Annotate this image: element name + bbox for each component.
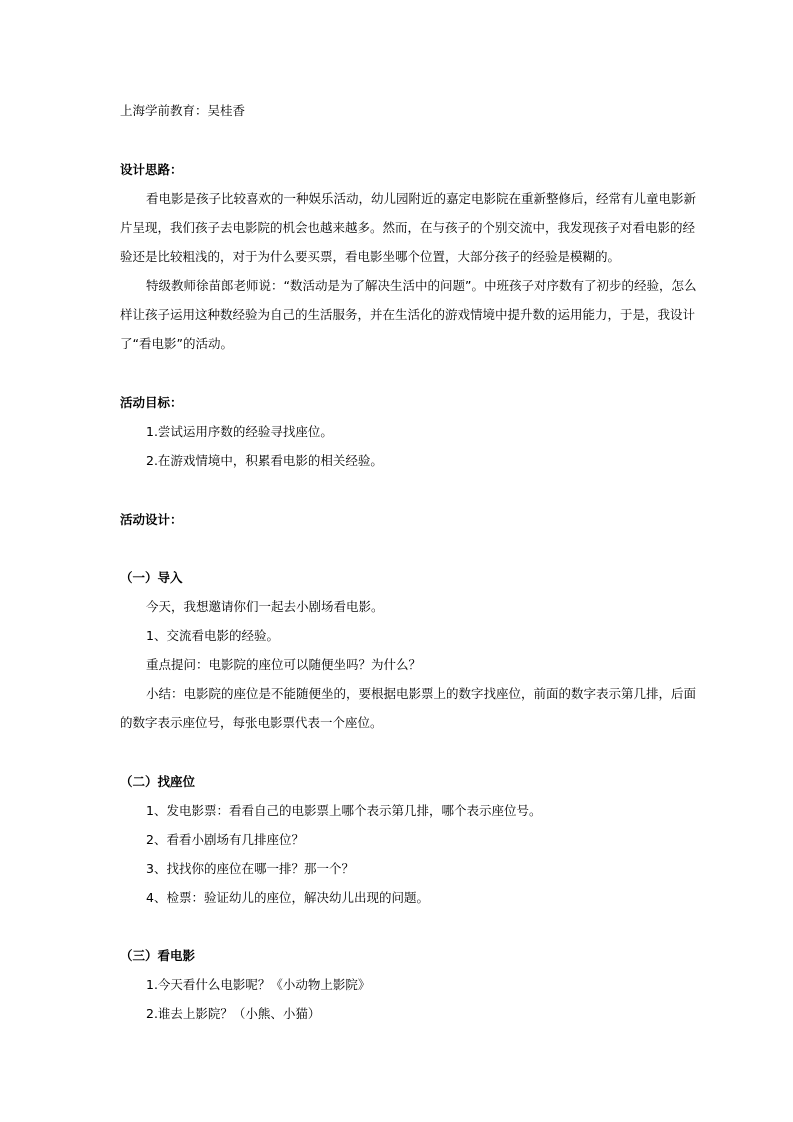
- design-paragraph-1-line-3: 验还是比较粗浅的，对于为什么要买票，看电影坐哪个位置，大部分孩子的经验是模糊的。: [120, 249, 621, 264]
- section-1-line: 重点提问：电影院的座位可以随便坐吗？为什么？: [146, 657, 422, 672]
- section-2-line: 2、看看小剧场有几排座位？: [146, 832, 304, 847]
- section-3-heading: （三）看电影: [120, 948, 196, 963]
- section-2-line: 3、找找你的座位在哪一排？那一个？: [146, 861, 354, 876]
- section-2-line: 1、发电影票：看看自己的电影票上哪个表示第几排，哪个表示座位号。: [146, 803, 542, 818]
- section-3-line: 1.今天看什么电影呢？《小动物上影院》: [146, 977, 371, 992]
- design-paragraph-2-line-3: 了“看电影”的活动。: [120, 336, 233, 351]
- goal-item: 2.在游戏情境中，积累看电影的相关经验。: [146, 453, 383, 468]
- section-1-heading: （一）导入: [120, 570, 183, 585]
- design-paragraph-2-line-1: 特级教师徐苗郎老师说：“数活动是为了解决生活中的问题”。中班孩子对序数有了初步的经验，怎么: [146, 278, 697, 293]
- section-1-line: 的数字表示座位号，每张电影票代表一个座位。: [120, 715, 383, 730]
- activity-heading: 活动设计：: [120, 512, 183, 527]
- design-paragraph-1-line-1: 看电影是孩子比较喜欢的一种娱乐活动，幼儿园附近的嘉定电影院在重新整修后，经常有儿童电影新: [146, 191, 697, 206]
- section-3-line: 2.谁去上影院？（小熊、小猫）: [146, 1006, 321, 1021]
- goals-heading: 活动目标：: [120, 395, 183, 410]
- section-1-line: 今天，我想邀请你们一起去小剧场看电影。: [146, 599, 384, 614]
- goal-item: 1.尝试运用序数的经验寻找座位。: [146, 424, 333, 439]
- section-2-heading: （二）找座位: [120, 774, 196, 789]
- design-paragraph-1-line-2: 片呈现，我们孩子去电影院的机会也越来越多。然而，在与孩子的个别交流中，我发现孩子对看电影的经: [120, 220, 696, 235]
- section-2-line: 4、检票：验证幼儿的座位，解决幼儿出现的问题。: [146, 890, 429, 905]
- design-paragraph-2-line-2: 样让孩子运用这种数经验为自己的生活服务，并在生活化的游戏情境中提升数的运用能力，于是，我设计: [120, 307, 696, 322]
- section-1-line: 1、交流看电影的经验。: [146, 628, 279, 643]
- design-heading: 设计思路：: [120, 162, 183, 177]
- section-1-line: 小结：电影院的座位是不能随便坐的，要根据电影票上的数字找座位，前面的数字表示第几排，后面: [146, 686, 697, 701]
- author-line: 上海学前教育：吴桂香: [120, 103, 246, 118]
